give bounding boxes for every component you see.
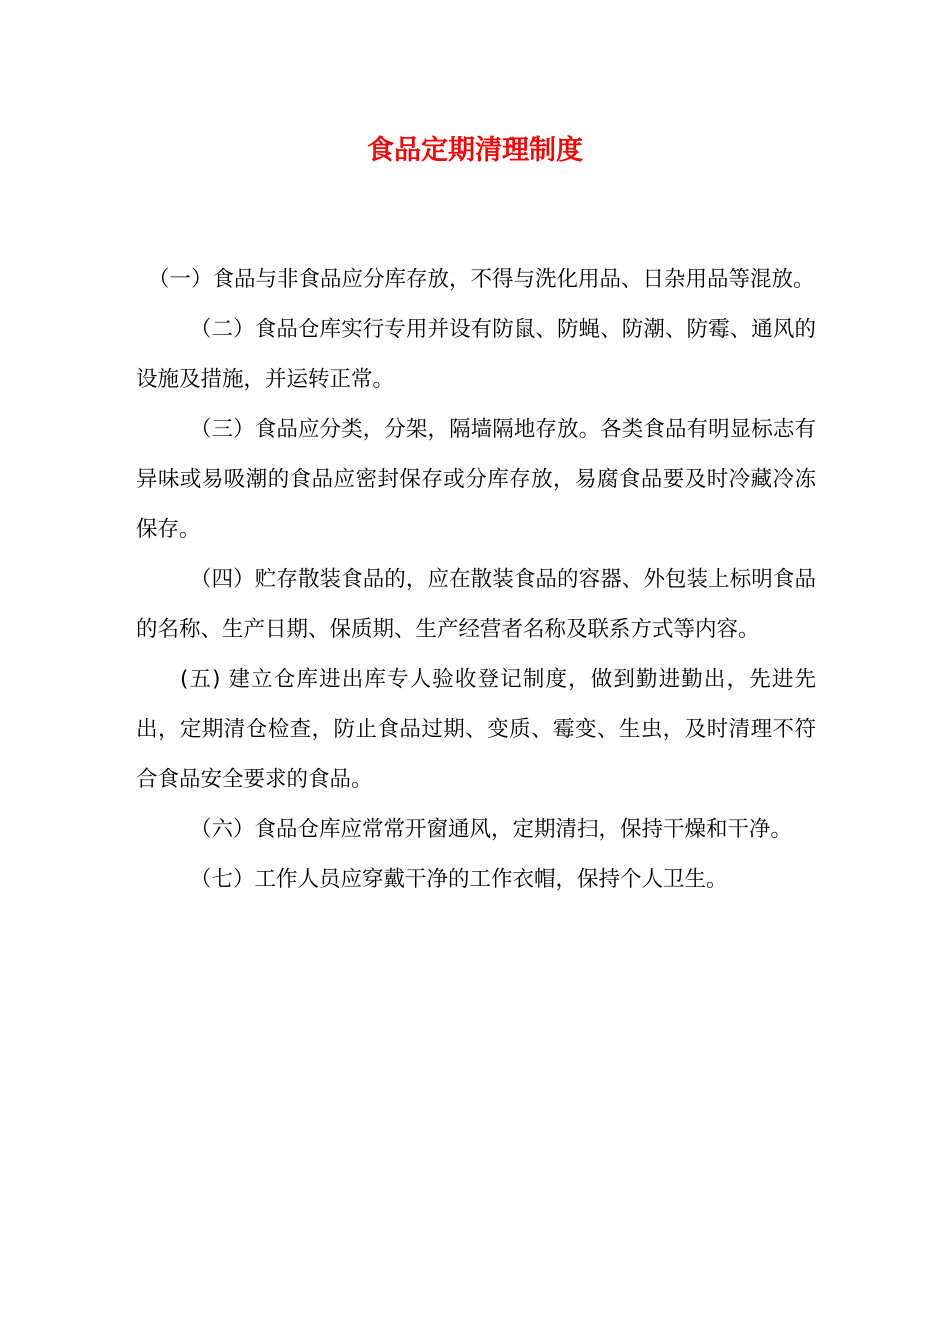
paragraph-7: （七）工作人员应穿戴干净的工作衣帽，保持个人卫生。 [190,867,728,892]
paragraph-3: （三）食品应分类，分架，隔墙隔地存放。各类食品有明显标志有异味或易吸潮的食品应密封保存或分库存放，易腐食品要及时冷藏冷冻保存。 [136,417,816,542]
paragraph-5: (五) 建立仓库进出库专人验收登记制度，做到勤进勤出，先进先出，定期清仓检查，防止食品过期、变质、霉变、生虫，及时清理不符合食品安全要求的食品。 [136,667,816,792]
paragraph-1: （一）食品与非食品应分库存放，不得与洗化用品、日杂用品等混放。 [148,267,815,292]
document-title: 食品定期清理制度 [367,135,583,166]
paragraph-2: （二）食品仓库实行专用并设有防鼠、防蝇、防潮、防霉、通风的设施及措施，并运转正常。 [136,317,816,392]
document-body [136,255,816,905]
paragraph-4: （四）贮存散装食品的，应在散装食品的容器、外包装上标明食品的名称、生产日期、保质期、生产经营者名称及联系方式等内容。 [136,567,816,642]
paragraph-6: （六）食品仓库应常常开窗通风，定期清扫，保持干燥和干净。 [190,817,793,842]
